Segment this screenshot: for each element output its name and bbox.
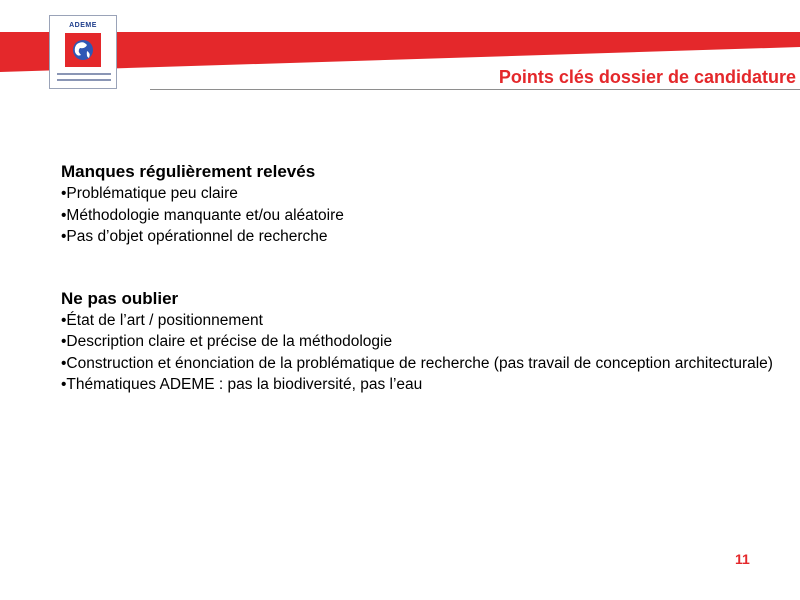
bullet-item: •Méthodologie manquante et/ou aléatoire	[61, 206, 344, 224]
page-number: 11	[735, 551, 750, 567]
slide-title: Points clés dossier de candidature	[498, 67, 796, 87]
header-divider	[150, 89, 800, 90]
bullet-item: •Description claire et précise de la méthodologie	[61, 333, 393, 350]
slide-content	[61, 161, 781, 396]
bullet-list	[61, 310, 781, 396]
section-heading: Ne pas oublier	[61, 288, 179, 308]
logo-wordmark: ADEME	[69, 22, 97, 29]
bullet-list	[61, 183, 781, 248]
bullet-item: •Problématique peu claire	[61, 185, 238, 202]
bullet-item: •Pas d’objet opérationnel de recherche	[61, 228, 328, 245]
bullet-item: •Construction et énonciation de la problématique de recherche (pas travail de conception architecturale)	[61, 354, 773, 372]
bullet-item: •Thématiques ADEME : pas la biodiversité, pas l’eau	[61, 376, 423, 393]
section-heading: Manques régulièrement relevés	[61, 162, 316, 181]
logo-tagline-lines	[57, 73, 111, 85]
ademe-logo	[49, 15, 117, 89]
section-ne-pas-oublier	[61, 288, 781, 396]
bullet-item: •État de l’art / positionnement	[61, 311, 263, 329]
section-manques	[61, 161, 781, 248]
ademe-emblem-icon	[65, 33, 101, 67]
